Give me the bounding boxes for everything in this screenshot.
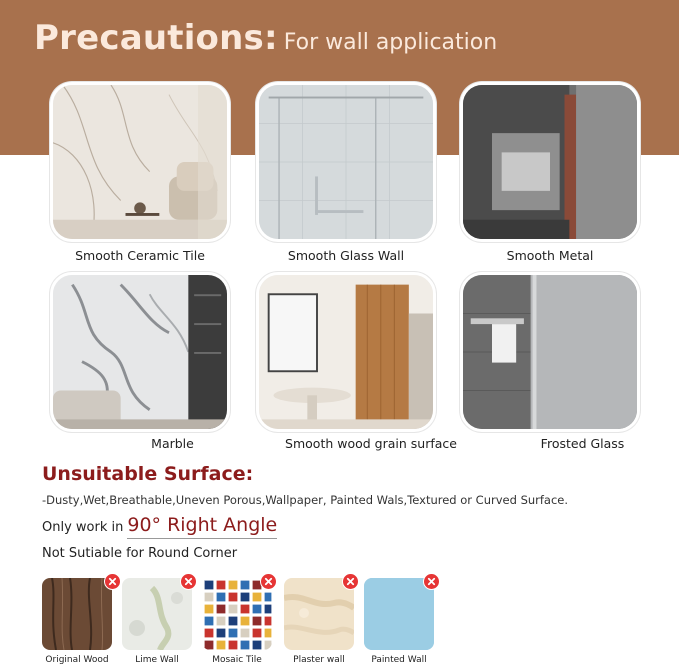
title-main: Precautions: xyxy=(34,18,278,58)
label-metal: Smooth Metal xyxy=(506,248,594,263)
label-painted-wall: Painted Wall xyxy=(371,655,427,665)
angle-value: 90° Right Angle xyxy=(127,514,277,539)
lime-wall-swatch xyxy=(122,578,192,650)
unsuitable-title: Unsuitable Surface: xyxy=(42,463,254,485)
glass-wall-photo xyxy=(256,82,436,242)
x-icon xyxy=(104,573,121,590)
wood-grain-photo xyxy=(256,272,436,432)
painted-wall-swatch xyxy=(364,578,434,650)
label-lime-wall: Lime Wall xyxy=(135,655,179,665)
ceramic-tile-photo xyxy=(50,82,230,242)
label-ceramic-tile: Smooth Ceramic Tile xyxy=(75,248,205,263)
mosaic-tile-swatch xyxy=(202,578,272,650)
label-glass-wall: Smooth Glass Wall xyxy=(287,248,405,263)
label-original-wood: Original Wood xyxy=(45,655,109,665)
plaster-wall-swatch xyxy=(284,578,354,650)
original-wood-swatch xyxy=(42,578,112,650)
label-mosaic-tile: Mosaic Tile xyxy=(212,655,262,665)
label-wood-grain: Smooth wood grain surface xyxy=(285,436,457,451)
label-plaster-wall: Plaster wall xyxy=(293,655,345,665)
angle-prefix: Only work in xyxy=(42,520,124,535)
x-icon xyxy=(180,573,197,590)
x-icon xyxy=(260,573,277,590)
x-icon xyxy=(342,573,359,590)
marble-photo xyxy=(50,272,230,432)
label-frosted-glass: Frosted Glass xyxy=(540,436,625,451)
title-sub: For wall application xyxy=(283,30,498,55)
label-marble: Marble xyxy=(151,436,194,451)
unsuitable-description: -Dusty,Wet,Breathable,Uneven Porous,Wallpaper, Painted Wals,Textured or Curved Surface. xyxy=(42,493,569,507)
metal-photo xyxy=(460,82,640,242)
not-suitable-note: Not Sutiable for Round Corner xyxy=(42,546,238,561)
x-icon xyxy=(423,573,440,590)
frosted-glass-photo xyxy=(460,272,640,432)
angle-row xyxy=(42,514,277,539)
page-title xyxy=(34,18,497,58)
